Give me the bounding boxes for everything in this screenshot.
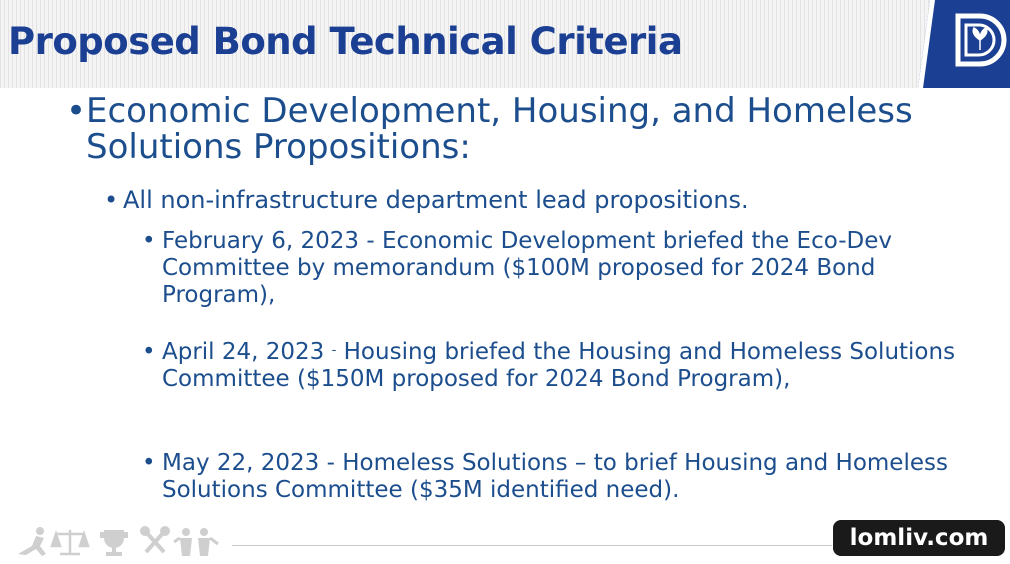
sub-item-date: April 24, 2023 [162, 339, 325, 365]
bullet-marker: • [66, 91, 87, 131]
trophy-icon [100, 530, 128, 556]
sub-item-dash: - [331, 343, 337, 358]
footer-icon-strip [14, 524, 244, 560]
runner-icon [18, 527, 46, 556]
bullet-level1-text: Economic Development, Housing, and Homeless Solutions Propositions: [86, 91, 913, 167]
sub-item-text: Housing briefed the Housing and Homeless Solutions Committee ($150M proposed for 2024 Bond Program), [162, 339, 956, 392]
bullet-marker: • [142, 450, 156, 476]
bullet-marker: • [142, 228, 156, 254]
bullet-marker: • [104, 186, 119, 214]
watermark-badge: lomliv.com [833, 520, 1005, 556]
people-icon [174, 528, 218, 556]
footer-divider [232, 545, 832, 546]
scales-of-justice-icon [52, 530, 88, 554]
bullet-marker: • [142, 339, 156, 365]
sub-item-text-wrapper [162, 339, 962, 393]
sub-item-text: May 22, 2023 - Homeless Solutions – to brief Housing and Homeless Solutions Committee ($35M identified need). [162, 450, 948, 503]
tools-icon [142, 528, 168, 552]
slide-title: Proposed Bond Technical Criteria [8, 20, 683, 63]
sub-item-text: February 6, 2023 - Economic Development briefed the Eco-Dev Committee by memorandum ($100M proposed for 2024 Bond Program), [162, 228, 892, 308]
city-logo [918, 0, 1010, 88]
bullet-level2-text: All non-infrastructure department lead propositions. [123, 186, 749, 214]
